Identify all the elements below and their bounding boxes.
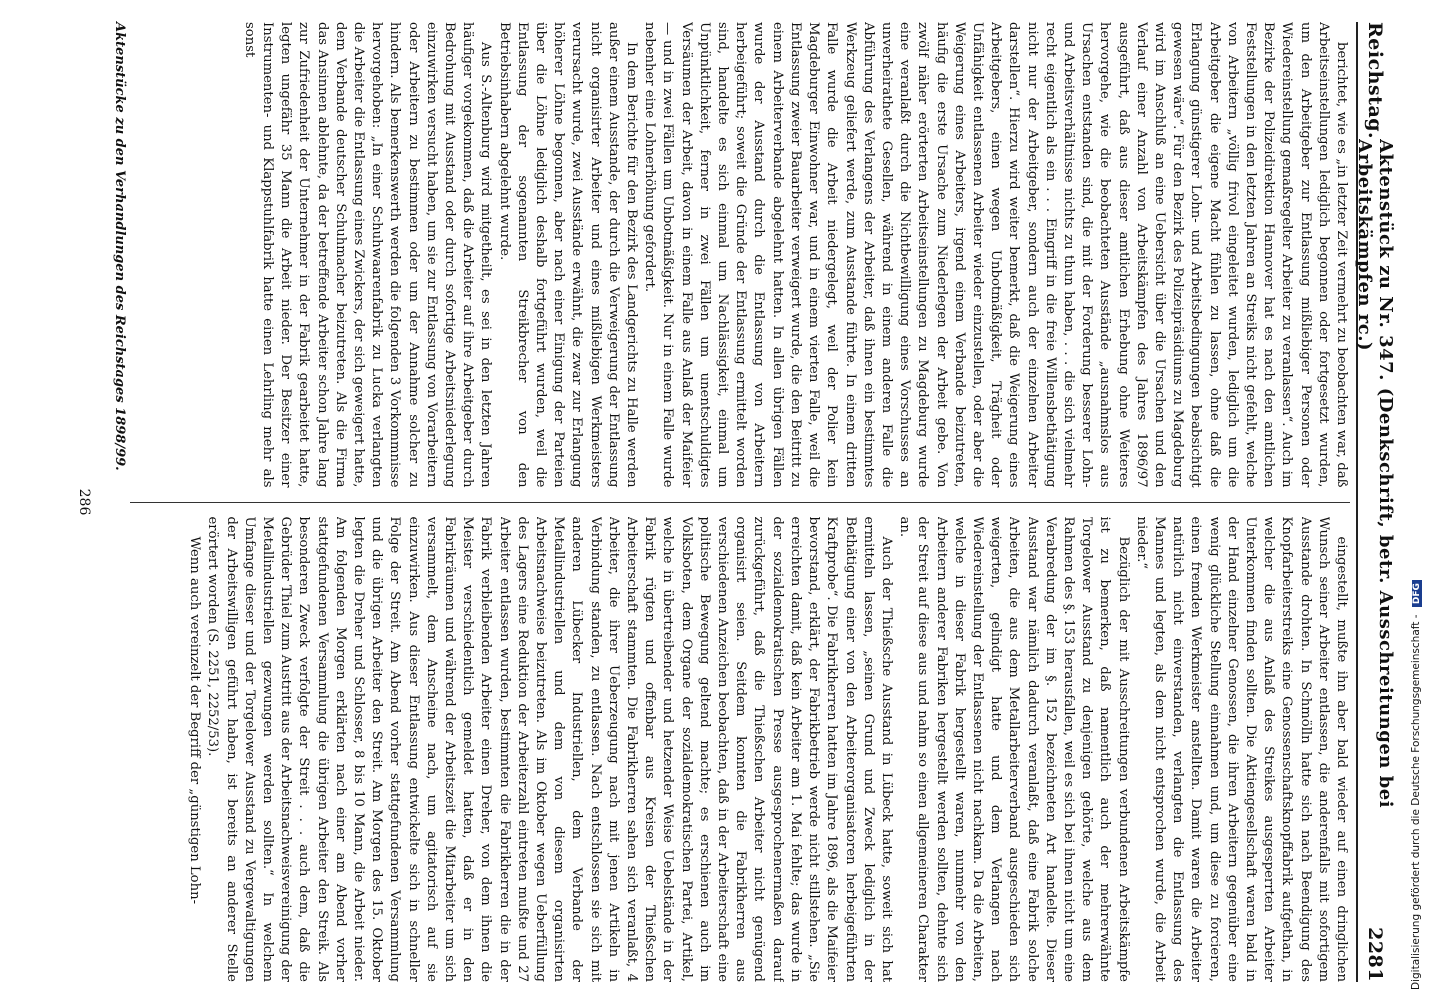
paragraph: Auch der Thießsche Ausstand in Lübeck hatte, soweit sich hat ermitteln lassen, „seinen Grund und Zweck lediglich in der Bethätigung einer von den Arbeiterorganisatoren herbeigeführten Kraftprobe“. Die Fabrikherren hatten im Jahre 1896, als die Maifeier bevorstand, erklärt, der Fabrikbetrieb werde nicht stillstehen. „Sie erreichten damit, daß kein Arbeiter am 1. Mai fehlte; das wurde in der sozialdemokratischen Presse ausgesprochenermaßen darauf zurückgeführt, daß die Thießschen Arbeiter nicht genügend organisirt seien. Seitdem konnten die Fabrikherren aus verschiedenen Anzeichen beobachten, daß in der Arbeiterschaft eine politische Bewegung geltend machte; es erschienen auch im Volksboten, dem Organe der sozialdemokratischen Partei, Artikel, welche in übertreibender und hetzender Weise Uebelstände in der Fabrik rügten und offenbar aus Kreisen der Thießschen Arbeiterschaft stammten. Die Fabrikherren sahen sich veranlaßt, 4 Arbeiter, die ihrer Ueberzeugung nach mit jenen Artikeln in Verbindung standen, zu entlassen. Nach entschlossen sie sich mit anderen Lübecker Industriellen, dem Verbande der Metallindustriellen und dem von diesem organisirten Arbeitsnachweise beizutreten. Als im Oktober wegen Ueberfüllung des Lagers eine Reduktion der Arbeiterzahl eintreten mußte und 27 Arbeiter entlassen wurden, bestimmten die Fabrikherren die in der Fabrik verbleibenden Arbeiter einen Dreher, von dem ihnen die Meister verschiedentlich gemeldet hatten, daß er in den Fabrikräumen und während der Arbeitszeit die Mitarbeiter um sich versammelt, dem Anscheine nach, um agitatorisch auf sie einzuwirken. Aus dieser Entlassung entwickelte sich in schneller Folge der Streit. Am Abend vorher stattgefundenen Versammlung und die übrigen Arbeiter den Streit. Am Morgen des 15. Oktober legten die Dreher und Schlosser, 8 bis 10 Mann, die Arbeit nieder. Am folgenden Morgen erklärten nach einer am Abend vorher stattgefundenen Versammlung die übrigen Arbeiter den Streik. Als besonderen Zweck verfolgte der Streit . . . auch dem, daß die Gebrüder Thiel zum Austritt aus der Arbeitsnachweisvereinigung der Metallindustriellen gezwungen werden sollten.“ In welchem Umfange dieser und der Torgelower Ausstand zu Vergewaltigungen der Arbeitswilligen geführt haben, ist bereits an anderer Stelle erörtert worden (S. 2251, 2252/53). — [205, 516, 894, 982]
header-title: Aktenstück zu Nr. 347. (Denkschrift, betr. Ausschreitungen bei Arbeitskämpfen rc.) — [1354, 139, 1396, 809]
paragraph: Bezüglich der mit Ausschreitungen verbundenen Arbeitskämpfe ist zu bemerken, daß namentlich auch der mehrerwähnte Torgelower Ausstand zu denjenigen gehörte, welche aus dem Rahmen des §. 153 herausfallen, weil es sich bei ihnen nicht um eine Verabredung der im §. 152 bezeichneten Art handelte. Dieser Ausstand war nämlich dadurch veranlaßt, daß eine Fabrik solche Arbeiten, die aus dem Metallarbeiterverband ausgeschieden sich weigerten, gelindigt hatte und dem Verlangen nach Wiedereinstellung der Entlassenen nicht nachkam. Da die Arbeiten, welche in dieser Fabrik hergestellt waren, nunmehr von den Arbeitern anderer Fabriken hergestellt werden sollten, dehnte sich der Streit auf diese aus und nahm so einen allgemeineren Charakter an. — [897, 516, 1131, 982]
dfg-logo: DFG — [1412, 580, 1422, 607]
page-number: 286 — [76, 488, 92, 516]
column-divider — [130, 502, 1350, 503]
paragraph: Aus S.-Altenburg wird mitgetheilt, es sei in den letzten Jahren häufiger vorgekommen, daß die Arbeiter auf ihre Arbeitgeber durch Bedrohung mit Ausstand oder durch sofortige Arbeitsniederlegung einzuwirken versucht haben, um sie zur Entlassung von Vorarbeitern oder Arbeitern zu bestimmen oder um der Annahme solcher zu hindern. Als bemerkenswerth werden die folgenden 3 Vorkommnisse hervorgehoben: „In einer Schuhwaarenfabrik zu Lucka verlangten die Arbeiter die Entlassung eines Zwickers, der sich geweigert hatte, dem Verbande deutscher Schuhmacher beizutreten. Als die Firma das Ansinnen ablehnte, da der betreffende Arbeiter schon Jahre lang zur Zufriedenheit der Unternehmer in der Fabrik gearbeitet hatte, legten ungefähr 35 Mann die Arbeit nieder. Der Besitzer einer Instrumenten- und Klappstuhlfabrik hatte einen Lehrling mehr als sonst — [241, 22, 494, 488]
digitization-note — [1410, 10, 1430, 990]
column-right — [130, 517, 1350, 983]
digitization-text: Digitalisierung gefördert durch die Deutsche Forschungsgemeinschaft - — [1410, 614, 1422, 990]
header-left: Reichstag. — [1364, 22, 1386, 140]
paragraph: berichtet, wie es „in letzter Zeit vermehrt zu beobachten war, daß Arbeitseinstellungen lediglich begonnen oder fortgesetzt wurden, um den Arbeitgeber zur Entlassung mißliebiger Personen oder Wiedereinstellung gemaßregelter Arbeiter zu veranlassen“. Auch im Bezirke der Polizeidirektion Hannover hat es nach den amtlichen Feststellungen in den letzten Jahren an Streiks nicht gefehlt, welche von Arbeitern „völlig frivol eingeleitet wurden, lediglich um die Arbeitgeber die eigene Macht fühlen zu lassen, ohne daß die Erlangung günstigerer Lohn- und Arbeitsbedingungen beabsichtigt gewesen wäre“. Für den Bezirk des Polizeipräsidiums zu Magdeburg wird im Anschluß an eine Uebersicht über die Ursachen und den Verlauf einer Anzahl von Arbeitskämpfen des Jahres 1896/97 ausgeführt, daß aus dieser amtlichen Erhebung ohne Weiteres hervorgehe, wie die beobachteten Ausstände „ausnahmslos aus Ursachen entstanden sind, die mit der Forderung besserer Lohn- und Arbeitsverhältnisse nichts zu thun haben, . . . die sich vielmehr recht eigentlich als ein . . . Eingriff in die freie Willensbethätigung nicht nur der Arbeitgeber, sondern auch der einzelnen Arbeiter darstellen“. Hierzu wird weiter bemerkt, daß die Weigerung eines Arbeitgebers, einen wegen Unbotmäßigkeit, Trägheit oder Unfähigkeit entlassenen Arbeiter wieder einzustellen, oder aber die Weigerung eines Arbeiters, irgend einem Verbande beizutreten, häufig die erste Ursache zum Niederlegen der Arbeit gebe. Von zwölf näher erörterten Arbeitseinstellungen zu Magdeburg wurde eine veranlaßt durch die Nichtbewilligung eines Vorschusses an unverheirathete Gesellen, während in einem anderen Falle die Abführung des Verlangens der Arbeiter, daß ihnen ein bestimmtes Werkzeug geliefert werde, zum Ausstande führte. In einem dritten Falle wurde die Arbeit niedergelegt, weil der Polier kein Magdeburger Einwohner war, und in einem vierten Falle, weil die Entlassung zweier Bauarbeiter verweigert wurde, die den Beitritt zu einem Arbeiterverbande abgelehnt hatten. In allen übrigen Fällen wurde der Ausstand durch die Entlassung von Arbeitern herbeigeführt; soweit die Gründe der Entlassung ermittelt worden sind, handelte es sich einmal um Nachlässigkeit, einmal um Unpünktlichkeit, ferner in zwei Fällen um unentschuldigtes Versäumen der Arbeit, davon in einem Falle aus Anlaß der Maifeier — und in zwei Fällen um Unbotmäßigkeit. Nur in einem Falle wurde nebenher eine Lohnerhöhung gefordert. — [642, 22, 1349, 488]
footer-title: Aktenstücke zu den Verhandlungen des Reichstages 1898/99. — [112, 22, 127, 471]
paragraph: Wenn auch vereinzelt der Begriff der „günstigen Lohn- — [187, 536, 203, 905]
text-columns — [130, 22, 1350, 982]
digitization-sidebar — [1408, 0, 1434, 1000]
header-page-number: 2281 — [1364, 927, 1386, 982]
rotated-page — [62, 22, 1396, 982]
paragraph: eingestellt, mußte ihn aber bald wieder auf einen dringlichen Wunsch seiner Arbeiter entlassen, die anderenfalls mit sofortigem Ausstande drohten. In Schmölln hatte sich nach Beendigung des Knopfarbeiterstreiks eine Genossenschaftsknopffabrik aufgethan, in welcher die aus Anlaß des Streikes ausgesperrten Arbeiter Unterkommen finden sollten. Die Aktiengesellschaft waren bald in der Hand einzelner Genossen, die ihren Arbeitern gegenüber eine wenig glückliche Stellung einnahmen und, um diese zu forcieren, einen fremden Werkmeister anstellten. Damit waren die Arbeiter natürlich nicht einverstanden, verlangten die Entlassung des Mannes und legten, als dem nicht entsprochen wurde, die Arbeit nieder.“ — [1133, 516, 1349, 982]
paragraph: In dem Berichte für den Bezirk des Landgerichts zu Halle werden außer einem Ausstande, der durch die Verweigerung der Entlassung nicht organisirter Arbeiter und eines mißliebigen Werkmeisters verursacht wurde, zwei Ausstände erwähnt, die zwar zur Erlangung höherer Löhne begonnen, aber nach einer Einigung der Parteien über die Löhne lediglich deshalb fortgeführt wurden, weil die Entlassung der sogenannten Streikbrecher von den Betriebsinhabern abgelehnt wurde. — [496, 22, 640, 488]
column-left — [130, 22, 1350, 488]
page-header — [1354, 22, 1396, 982]
